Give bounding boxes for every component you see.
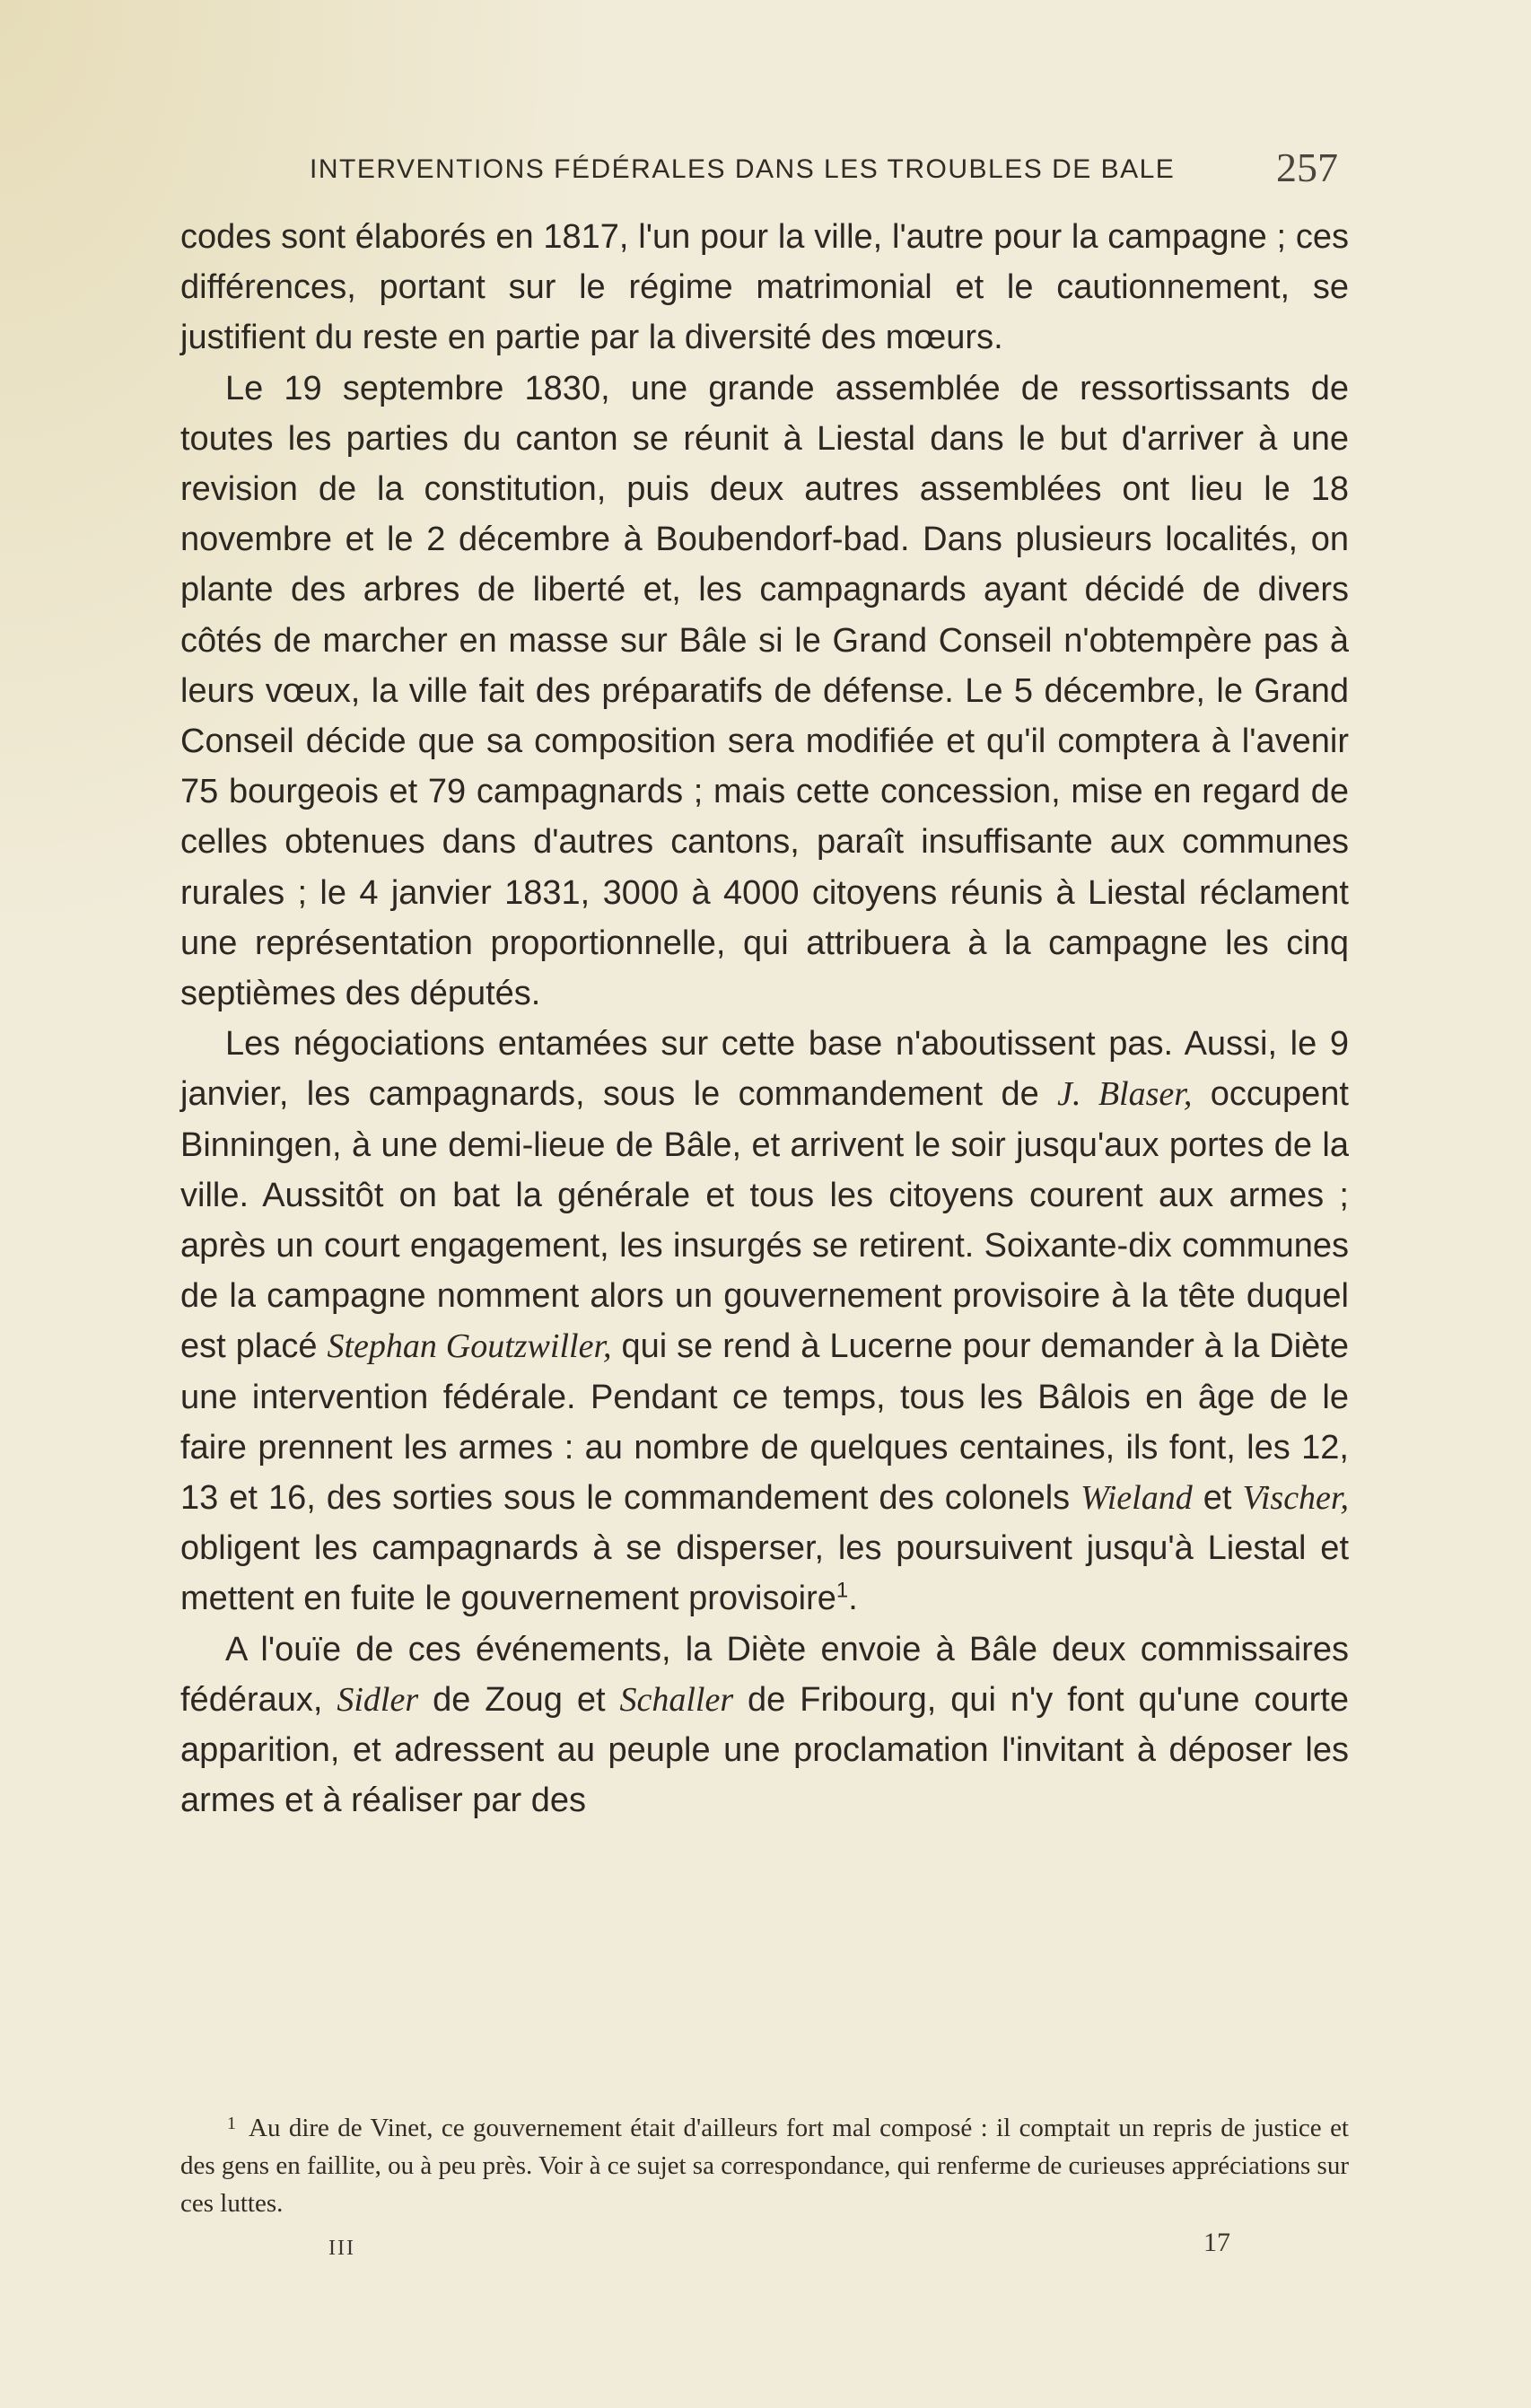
footnote-text: Au dire de Vinet, ce gouvernement était d'ailleurs fort mal composé : il comptait un repris de justice et des gens en faillite, ou à peu près. Voir à ce sujet sa correspondance, qui renferme de curieuses appréciations sur ces luttes. xyxy=(180,2114,1349,2218)
paragraph-3 xyxy=(180,1019,1349,1624)
paragraph-4 xyxy=(180,1624,1349,1826)
person-name-italic: J. Blaser, xyxy=(1057,1075,1193,1114)
paragraph-text: . xyxy=(848,1580,858,1618)
paragraph-text: Le 19 septembre 1830, une grande assemblée de ressortissants de toutes les parties du canton se réunit à Liestal dans le but d'arriver à une revision de la constitution, puis deux autres assemblées ont lieu le 18 novembre et le 2 décembre à Boubendorf-bad. Dans plusieurs localités, on plante des arbres de liberté et, les campagnards ayant décidé de divers côtés de marcher en masse sur Bâle si le Grand Conseil n'obtempère pas à leurs vœux, la ville fait des préparatifs de défense. Le 5 décembre, le Grand Conseil décide que sa composition sera modifiée et qu'il comptera à l'avenir 75 bourgeois et 79 campagnards ; mais cette concession, mise en regard de celles obtenues dans d'autres cantons, paraît insuffisante aux communes rurales ; le 4 janvier 1831, 3000 à 4000 citoyens réunis à Liestal réclament une représentation proportionnelle, qui attribuera à la campagne les cinq septièmes des députés. xyxy=(180,369,1349,1013)
paragraph-2 xyxy=(180,363,1349,1020)
paragraph-text: de Fribourg, qui n'y font qu'une courte apparition, et adressent au peuple une proclamation l'invitant à déposer les armes et à réaliser par des xyxy=(180,1680,1349,1820)
running-head xyxy=(179,144,1346,194)
paragraph-text: A l'ouïe de ces événements, la Diète envoie à Bâle deux commissaires fédéraux, xyxy=(180,1630,1349,1719)
person-name-italic: Stephan Goutzwiller, xyxy=(327,1327,612,1366)
paragraph-text: de Zoug et xyxy=(418,1680,620,1719)
footnote-marker: 1 xyxy=(227,2114,236,2133)
paragraph-text: occupent Binningen, à une demi-lieue de Bâle, et arrivent le soir jusqu'aux portes de la ville. Aussitôt on bat la générale et tous les citoyens courent aux armes ; après un court engagement, les insurgés se retirent. Soixante-dix communes de la campagne nomment alors un gouvernement provisoire à la tête duquel est placé xyxy=(180,1075,1349,1366)
paragraph-text: obligent les campagnards à se disperser, les poursuivent jusqu'à Liestal et mettent en fuite le gouvernement provisoire xyxy=(180,1529,1349,1618)
person-name-italic: Sidler xyxy=(337,1680,419,1719)
paragraph-text: et xyxy=(1192,1479,1243,1518)
sheet-number: 17 xyxy=(1203,2228,1230,2257)
person-name-italic: Vischer, xyxy=(1242,1479,1349,1518)
footnote xyxy=(180,2105,1349,2222)
paragraph-1 xyxy=(180,212,1349,363)
paragraph-text: codes sont élaborés en 1817, l'un pour la ville, l'autre pour la campagne ; ces différences, portant sur le régime matrimonial et le cautionnement, se justifient du reste en partie par la diversité des mœurs. xyxy=(180,218,1349,357)
running-title: INTERVENTIONS FÉDÉRALES DANS LES TROUBLES DE BALE xyxy=(310,154,1176,184)
printer-signature: III xyxy=(328,2237,355,2260)
person-name-italic: Schaller xyxy=(619,1680,734,1719)
page-number: 257 xyxy=(1276,144,1338,190)
paragraph-text: Les négociations entamées sur cette base n'aboutissent pas. Aussi, le 9 janvier, les campagnards, sous le commandement de xyxy=(180,1025,1349,1114)
paragraph-text: qui se rend à Lucerne pour demander à la Diète une intervention fédérale. Pendant ce temps, tous les Bâlois en âge de le faire prennent les armes : au nombre de quelques centaines, ils font, les 12, 13 et 16, des sorties sous le commandement des colonels xyxy=(180,1327,1349,1518)
body-text xyxy=(180,212,1349,1826)
person-name-italic: Wieland xyxy=(1080,1479,1193,1518)
footnote-reference: 1 xyxy=(835,1578,849,1603)
